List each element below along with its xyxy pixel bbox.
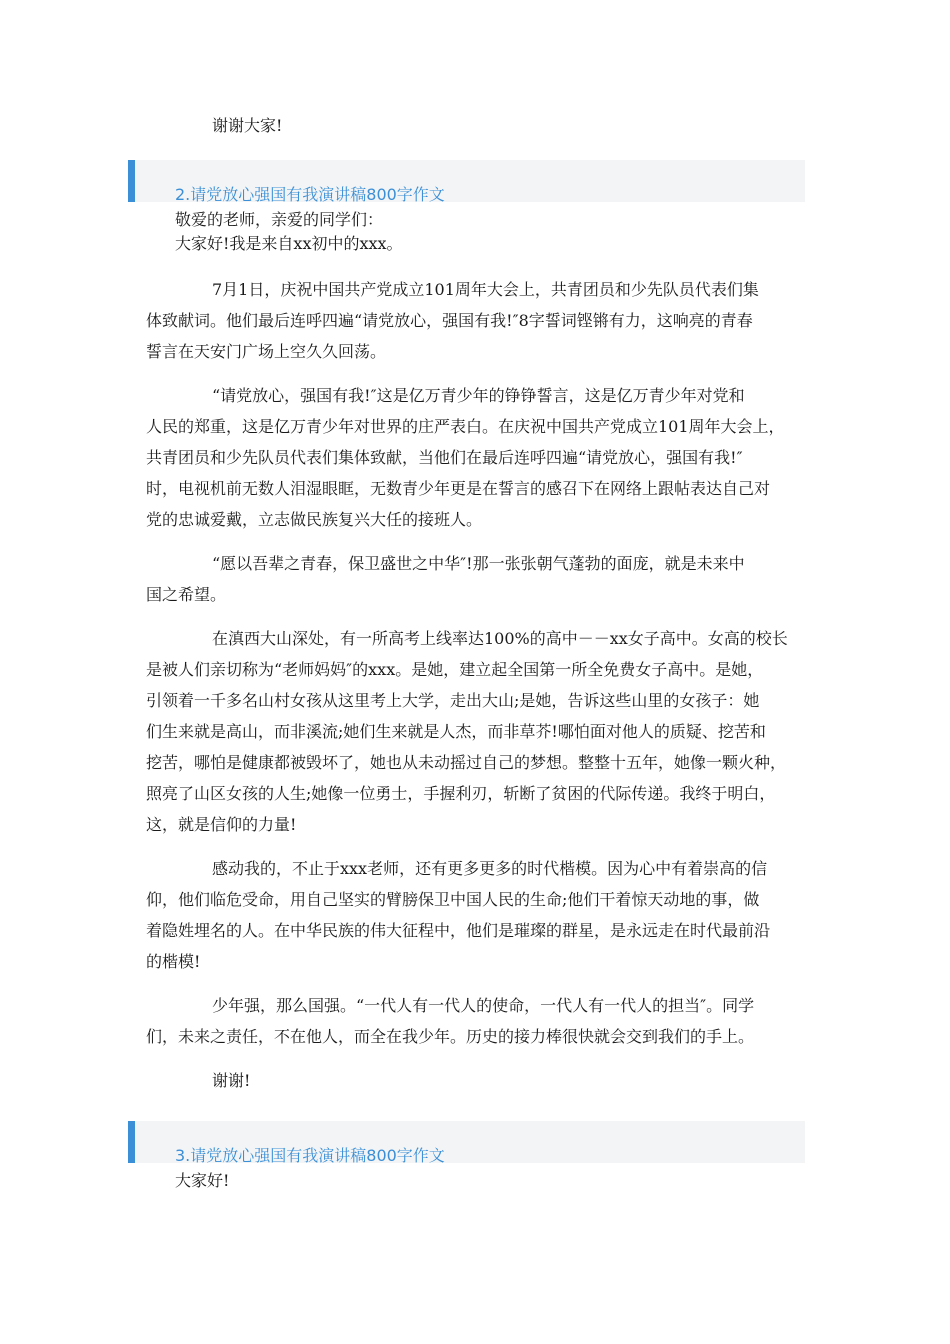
section-accent-bar <box>128 160 135 202</box>
closing-text: 谢谢大家! <box>212 116 283 135</box>
paragraph-line: 体致献词。他们最后连呼四遍“请党放心，强国有我!″8字誓词铿锵有力，这响亮的青春 <box>146 311 753 330</box>
greeting: 敬爱的老师，亲爱的同学们： <box>175 210 384 229</box>
section-header <box>128 160 805 202</box>
paragraph-line: “愿以吾辈之青春，保卫盛世之中华″!那一张张朝气蓬勃的面庞，就是未来中 <box>212 554 745 573</box>
paragraph-line: 少年强，那么国强。“一代人有一代人的使命，一代人有一代人的担当″。同学 <box>212 996 755 1015</box>
paragraph-line: 人民的郑重，这是亿万青少年对世界的庄严表白。在庆祝中国共产党成立101周年大会上， <box>146 417 785 436</box>
section-accent-bar <box>128 1121 135 1163</box>
paragraph-line: 在滇西大山深处，有一所高考上线率达100%的高中－－xx女子高中。女高的校长 <box>212 629 788 648</box>
paragraph-line: 照亮了山区女孩的人生;她像一位勇士，手握利刃，斩断了贫困的代际传递。我终于明白， <box>146 784 776 803</box>
paragraph-line: 7月1日，庆祝中国共产党成立101周年大会上，共青团员和少先队员代表们集 <box>212 280 759 299</box>
closing-text: 谢谢! <box>212 1071 251 1090</box>
paragraph-line: 誓言在天安门广场上空久久回荡。 <box>146 342 387 361</box>
section-header <box>128 1121 805 1163</box>
paragraph-line: 是被人们亲切称为“老师妈妈″的xxx。是她，建立起全国第一所全免费女子高中。是她， <box>146 660 764 679</box>
paragraph-line: 们，未来之责任，不在他人，而全在我少年。历史的接力棒很快就会交到我们的手上。 <box>146 1027 755 1046</box>
paragraph-line: 挖苦，哪怕是健康都被毁坏了，她也从未动摇过自己的梦想。整整十五年，她像一颗火种， <box>146 753 787 772</box>
paragraph-line: 时，电视机前无数人泪湿眼眶，无数青少年更是在誓言的感召下在网络上跟帖表达自己对 <box>146 479 771 498</box>
paragraph-line: 党的忠诚爱戴，立志做民族复兴大任的接班人。 <box>146 510 483 529</box>
paragraph-line: 着隐姓埋名的人。在中华民族的伟大征程中，他们是璀璨的群星，是永远走在时代最前沿 <box>146 921 771 940</box>
intro-line: 大家好!我是来自xx初中的xxx。 <box>175 234 403 253</box>
paragraph-line: “请党放心，强国有我!″这是亿万青少年的铮铮誓言，这是亿万青少年对党和 <box>212 386 745 405</box>
section-title: 2.请党放心强国有我演讲稿800字作文 <box>175 185 445 204</box>
greeting: 大家好! <box>175 1171 230 1190</box>
paragraph-line: 共青团员和少先队员代表们集体致献，当他们在最后连呼四遍“请党放心，强国有我!″ <box>146 448 743 467</box>
paragraph-line: 们生来就是高山，而非溪流;她们生来就是人杰，而非草芥!哪怕面对他人的质疑、挖苦和 <box>146 722 766 741</box>
paragraph-line: 感动我的，不止于xxx老师，还有更多更多的时代楷模。因为心中有着崇高的信 <box>212 859 768 878</box>
paragraph-line: 国之希望。 <box>146 585 227 604</box>
paragraph-line: 这，就是信仰的力量! <box>146 815 297 834</box>
paragraph-line: 引领着一千多名山村女孩从这里考上大学，走出大山;是她，告诉这些山里的女孩子：她 <box>146 691 760 710</box>
paragraph-line: 的楷模! <box>146 952 201 971</box>
paragraph-line: 仰，他们临危受命，用自己坚实的臂膀保卫中国人民的生命;他们干着惊天动地的事，做 <box>146 890 760 909</box>
section-title: 3.请党放心强国有我演讲稿800字作文 <box>175 1146 445 1165</box>
